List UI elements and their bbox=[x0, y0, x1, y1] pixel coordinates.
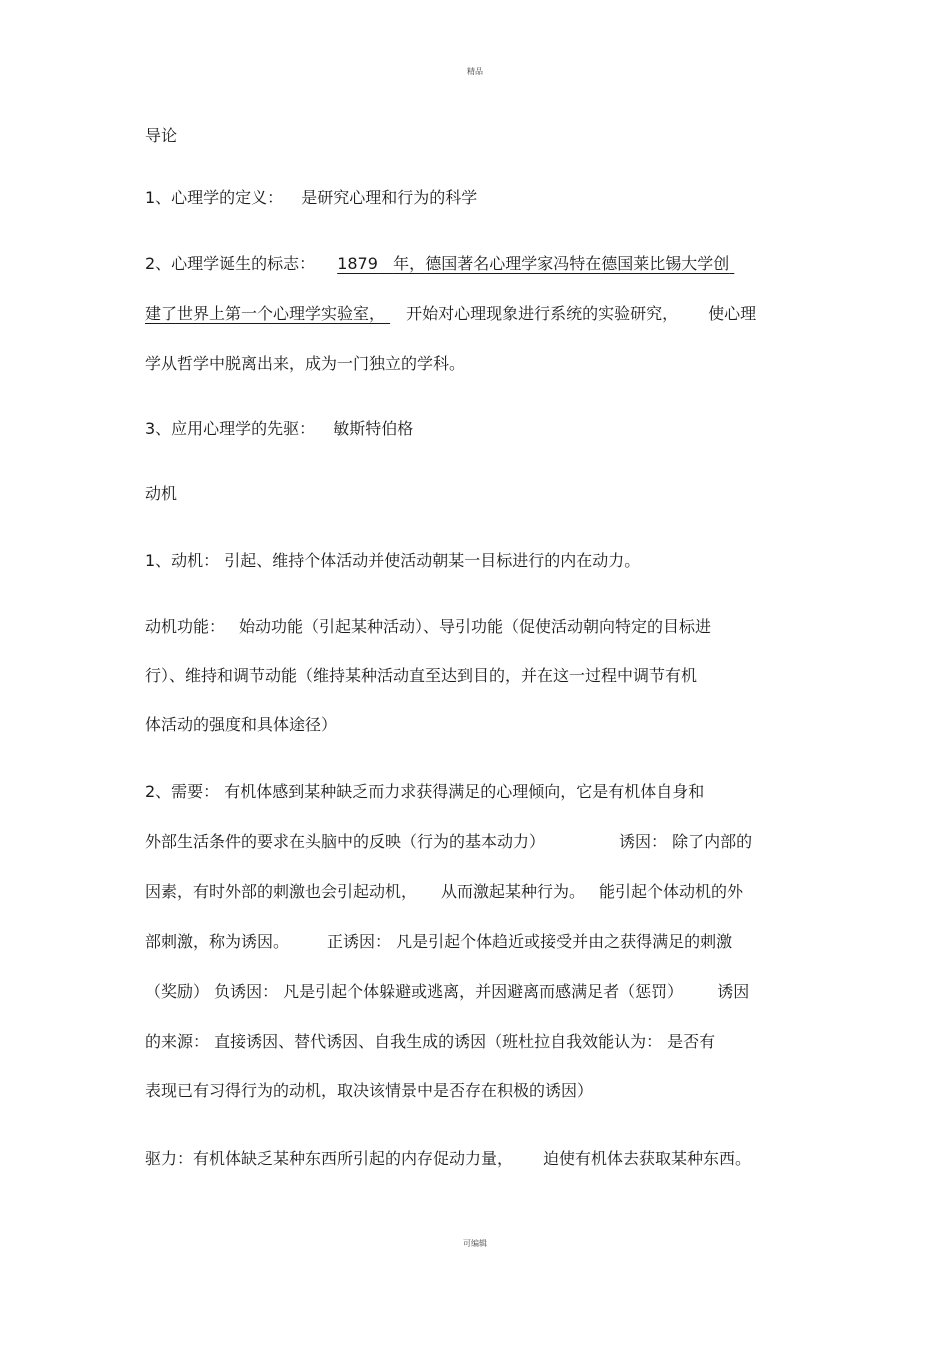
intro-2-text-a: 德国著名心理学家冯特在 bbox=[425, 254, 602, 273]
drive-a: 驱力：有机体缺乏某种东西所引起的内存促动力量， bbox=[145, 1149, 514, 1168]
intro-2-research-text: 开始对心理现象进行系统的实验研究， bbox=[406, 304, 679, 323]
need-line3 bbox=[145, 881, 743, 903]
intro-2-year: 1879 年， bbox=[337, 254, 426, 273]
footer-mark: 可编辑 bbox=[463, 1239, 487, 1248]
motive-function-line2: 行）、维持和调节动能（维持某种活动直至达到目的，并在这一过程中调节有机 bbox=[145, 666, 698, 685]
intro-2-label: 2、心理学诞生的标志： bbox=[145, 254, 316, 273]
need-line7: 表现已有习得行为的动机，取决该情景中是否存在积极的诱因） bbox=[145, 1081, 594, 1100]
intro-3-label: 3、应用心理学的先驱： bbox=[145, 419, 316, 438]
need-line5-a: （奖励） 负诱因： 凡是引起个体躲避或逃离，并因避离而感满足者（惩罚） bbox=[145, 982, 684, 1001]
motive-function-line1 bbox=[145, 616, 711, 638]
need-line5-b: 诱因 bbox=[717, 982, 750, 1001]
intro-2-text-b: 德国莱比锡大学创 bbox=[601, 254, 730, 273]
intro-item-3 bbox=[145, 418, 413, 440]
function-initiate: 始动功能（引起某种活动） bbox=[239, 617, 424, 636]
intro-2-tail-text: 使心理 bbox=[708, 304, 757, 323]
need-line4 bbox=[145, 931, 732, 953]
need-line3-b: 从而激起某种行为。 bbox=[441, 882, 586, 901]
intro-item-2-line1 bbox=[145, 253, 734, 275]
section-title-intro: 导论 bbox=[145, 126, 178, 145]
header-mark: 精品 bbox=[467, 67, 483, 76]
intro-3-value: 敏斯特伯格 bbox=[333, 419, 414, 438]
need-line6: 的来源： 直接诱因、替代诱因、自我生成的诱因（班杜拉自我效能认为： 是否有 bbox=[145, 1032, 716, 1051]
need-line5 bbox=[145, 981, 749, 1003]
function-label: 动机功能： bbox=[145, 617, 226, 636]
need-line2-b: 诱因： 除了内部的 bbox=[619, 832, 753, 851]
need-line2-a: 外部生活条件的要求在头脑中的反映（行为的基本动力） bbox=[145, 832, 546, 851]
need-line2 bbox=[145, 831, 752, 853]
intro-2-lab-text: 建了世界上第一个心理学实验室， bbox=[145, 304, 386, 323]
drive-b: 迫使有机体去获取某种东西。 bbox=[543, 1149, 752, 1168]
need-line3-a: 因素，有时外部的刺激也会引起动机， bbox=[145, 882, 418, 901]
need-line3-c: 能引起个体动机的外 bbox=[599, 882, 744, 901]
need-line4-b: 正诱因： 凡是引起个体趋近或接受并由之获得满足的刺激 bbox=[327, 932, 733, 951]
motive-function-line3: 体活动的强度和具体途径） bbox=[145, 715, 338, 734]
motive-item-1: 1、动机： 引起、维持个体活动并使活动朝某一目标进行的内在动力。 bbox=[145, 551, 641, 570]
intro-1-definition: 是研究心理和行为的科学 bbox=[301, 188, 478, 207]
drive-line bbox=[145, 1148, 751, 1170]
intro-item-2-line2 bbox=[145, 303, 756, 325]
intro-1-label: 1、心理学的定义： bbox=[145, 188, 284, 207]
need-line4-a: 部刺激，称为诱因。 bbox=[145, 932, 290, 951]
intro-item-1 bbox=[145, 187, 477, 209]
section-title-motive: 动机 bbox=[145, 484, 178, 503]
intro-item-2-line3: 学从哲学中脱离出来，成为一门独立的学科。 bbox=[145, 354, 466, 373]
function-guide: 、导引功能（促使活动朝向特定的目标进 bbox=[423, 617, 712, 636]
need-line1: 2、需要： 有机体感到某种缺乏而力求获得满足的心理倾向，它是有机体自身和 bbox=[145, 782, 705, 801]
